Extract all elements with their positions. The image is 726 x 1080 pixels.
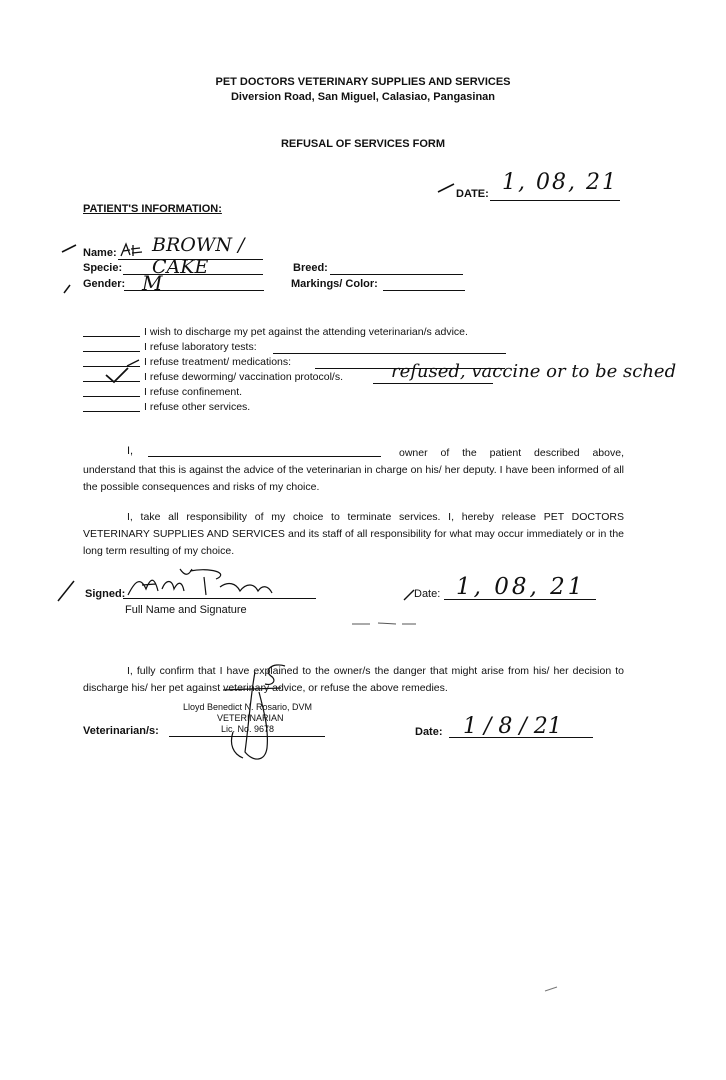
option-confinement[interactable] xyxy=(83,386,343,400)
option-detail-value[interactable]: refused, vaccine or to be sched xyxy=(391,361,677,382)
name-label: Name: xyxy=(83,247,117,259)
owner-signature xyxy=(120,565,290,599)
gender-label: Gender: xyxy=(83,278,126,290)
owner-statement xyxy=(83,445,624,497)
form-title: REFUSAL OF SERVICES FORM xyxy=(280,138,445,150)
option-blank[interactable] xyxy=(83,336,140,337)
tick-mark xyxy=(436,182,458,196)
tick-mark xyxy=(60,242,82,256)
option-label: I refuse other services. xyxy=(144,401,251,413)
date-line xyxy=(490,200,620,201)
option-label: I refuse laboratory tests: xyxy=(144,341,257,353)
vet-signature xyxy=(193,662,303,768)
breed-row xyxy=(293,262,468,278)
company-address: Diversion Road, San Miguel, Calasiao, Pangasinan xyxy=(230,91,496,103)
option-lab-tests[interactable] xyxy=(83,341,513,355)
scribble-mark xyxy=(118,240,148,260)
patient-section-title: PATIENT'S INFORMATION: xyxy=(83,203,222,215)
option-label: I refuse treatment/ medications: xyxy=(144,356,292,368)
option-label: I refuse confinement. xyxy=(144,386,243,398)
date-value[interactable]: 1, 08, 21 xyxy=(502,170,618,195)
gender-value[interactable]: M xyxy=(142,271,163,295)
stray-mark xyxy=(350,620,420,628)
option-blank[interactable] xyxy=(83,396,140,397)
signature-caption: Full Name and Signature xyxy=(125,604,247,616)
markings-label: Markings/ Color: xyxy=(291,278,378,290)
vet-date-label: Date: xyxy=(415,726,443,738)
owner-date-value[interactable]: 1, 08, 21 xyxy=(456,574,586,600)
option-discharge[interactable] xyxy=(83,326,533,340)
vet-date-value[interactable]: 1 / 8 / 21 xyxy=(463,714,562,739)
date-block xyxy=(440,172,620,204)
option-blank[interactable] xyxy=(83,411,140,412)
vet-stamp-license: Lic. No. 9678 xyxy=(221,724,275,734)
option-detail-line xyxy=(373,383,493,384)
signed-label: Signed: xyxy=(85,588,126,600)
name-value[interactable]: BROWN / CAKE xyxy=(152,234,245,278)
markings-line xyxy=(383,290,465,291)
tick-mark xyxy=(62,281,76,295)
responsibility-statement: I, take all responsibility of my choice to terminate services. I, hereby release PET DOCTORS VETERINARY SUPPLIES AND SERVICES and its staff of all responsibility for what may occur immediately or in the long term resulting of my choice. xyxy=(83,511,624,557)
option-detail-line xyxy=(273,353,506,354)
owner-date-block xyxy=(398,576,598,606)
option-label: I wish to discharge my pet against the attending veterinarian/s advice. xyxy=(144,326,468,338)
vet-signature-block xyxy=(83,698,333,768)
vet-confirmation: I, fully confirm that I have explained to the owner/s the danger that might arise from his/ her decision to discharge his/ her pet against veterinary advice, or refuse the above remedies. xyxy=(83,665,624,694)
option-label: I refuse deworming/ vaccination protocol/s. xyxy=(144,371,344,383)
check-mark-icon xyxy=(103,365,131,385)
breed-line xyxy=(330,274,463,275)
vet-label: Veterinarian/s: xyxy=(83,725,159,737)
owner-date-label: Date: xyxy=(414,588,441,600)
owner-signature-block xyxy=(55,565,325,617)
option-blank[interactable] xyxy=(83,351,140,352)
markings-row xyxy=(291,278,469,294)
stray-mark xyxy=(543,985,559,993)
tick-mark xyxy=(55,577,77,603)
owner-statement-rest: owner of the patient described above, understand that this is against the advice of the veterinarian in charge on his/ her deputy. I have been informed of all the possible consequences and risks of my choice. xyxy=(83,447,624,493)
vet-stamp-name: Lloyd Benedict N. Rosario, DVM xyxy=(183,702,313,712)
vet-date-block xyxy=(415,714,595,746)
breed-label: Breed: xyxy=(293,262,328,274)
company-name: PET DOCTORS VETERINARY SUPPLIES AND SERVICES xyxy=(215,76,511,88)
vet-stamp-title: VETERINARIAN xyxy=(217,713,284,723)
option-other[interactable] xyxy=(83,401,343,415)
specie-row xyxy=(83,262,273,278)
specie-label: Specie: xyxy=(83,262,123,274)
gender-row xyxy=(62,271,272,295)
date-label: DATE: xyxy=(456,188,489,200)
owner-statement-start: I, xyxy=(127,445,134,457)
